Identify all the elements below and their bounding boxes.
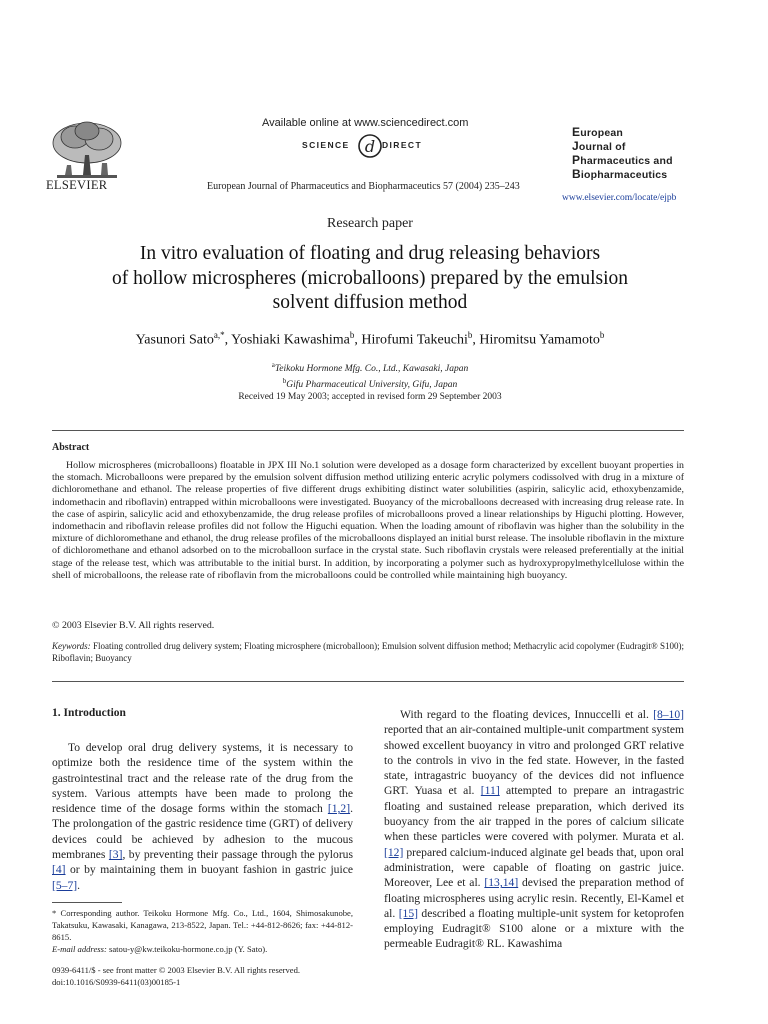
divider <box>52 681 684 682</box>
front-matter <box>52 964 300 988</box>
email-address[interactable]: satou-y@kw.teikoku-hormone.co.jp (Y. Sato). <box>108 944 268 954</box>
citation-link[interactable]: [1,2] <box>327 802 351 816</box>
doi-line: doi:10.1016/S0939-6411(03)00185-1 <box>52 977 181 987</box>
abstract-copyright: © 2003 Elsevier B.V. All rights reserved. <box>52 620 215 631</box>
journal-logo-line: European <box>572 125 624 139</box>
affiliations <box>0 359 740 391</box>
body-text: or by maintaining them in buoyant fashion in gastric juice <box>65 863 353 877</box>
keywords <box>52 641 684 664</box>
left-column-paragraph <box>52 740 353 893</box>
body-text: devised the preparation method of floating microspheres using acrylic resin. Recently, El-Kamel et al. <box>384 876 685 920</box>
citation-link[interactable]: [5–7] <box>52 878 78 892</box>
abstract-body: Hollow microspheres (microballoons) floatable in JPX III No.1 solution were developed as a dosage form characterized by excellent buoyant properties in the stomach. Microballoons were prepared by the emulsion solvent diffusion method utilizing enteric acrylic polymers codissolved with drug in a mixture of dichloromethane and ethanol. The release properties of five different drugs exhibiting distinct water solubilities (aspirin, salicylic acid, ethoxybenzamide, indomethacin and riboflavin) entrapped within microballoons were investigated. Buoyancy of the microballoons decreased with increasing drug release rate. In the case of aspirin, salicylic acid and ethoxybenzamide, the drug release profiles of microballoons proved a linear relationships by Higuchi plotting. However, indomethacin and riboflavin release profiles did not follow the Higuchi equation. When the loading amount of riboflavin was higher than the solubility in the mixture of dichloromethane and ethanol, the drug release profiles of the microballoons displayed an initial burst release. The insoluble riboflavin in the mixture of dichloromethane and ethanol adsorbed on to the microballoon surface in the crystal state. Such riboflavin crystals were released preferentially at the initial stage of the release test, which was attributable to the initial burst. In addition, by incorporating a polymer such as hydroxypropylmethylcellulose within the shell of microballoons, the release rate of riboflavin from the microballoons could be controlled while maintaining high buoyancy. <box>52 460 684 581</box>
citation-link[interactable]: [12] <box>384 845 404 859</box>
title-line: solvent diffusion method <box>272 292 468 313</box>
body-text: With regard to the floating devices, Innuccelli et al. <box>400 708 654 721</box>
issn-line: 0939-6411/$ - see front matter © 2003 Elsevier B.V. All rights reserved. <box>52 965 301 975</box>
title-line: of hollow microspheres (microballoons) prepared by the emulsion <box>111 267 629 289</box>
sciencedirect-logo-left: SCIENCE <box>302 140 350 150</box>
affiliation: $^b$Gifu Pharmaceutical University, Gifu, Japan <box>282 377 458 391</box>
body-text: To develop oral drug delivery systems, it is necessary to optimize both the residence time of the system within the gastrointestinal tract and the release rate of the drug from the system. Various attempts have been made to prolong the residence time of the dosage forms within the stomach <box>52 741 353 816</box>
available-online-text: Available online at www.sciencedirect.com <box>262 117 469 129</box>
corresponding-author-footnote: * Corresponding author. Teikoku Hormone Mfg. Co., Ltd., 1604, Shimosakunobe, Takatsuku, Kawasaki, Kanagawa, 213-8522, Japan. Tel.: +44-812-8626; fax: +44-812-8615. <box>52 908 353 942</box>
body-text: attempted to prepare an intragastric floating and sustained release preparation, which derived its buoyancy from the air trapped in the pores of calcium silicate when these particles were covered with polymer. Murata et al. <box>384 784 684 844</box>
journal-url-link[interactable]: www.elsevier.com/locate/ejpb <box>562 193 677 203</box>
body-text: . The prolongation of the gastric residence time (GRT) of delivery devices could be achieved by adhesion to the mucous membranes <box>52 802 353 862</box>
journal-logo-line: Pharmaceutics and <box>572 153 673 167</box>
author-name: Hiromitsu Yamamoto <box>479 332 600 348</box>
journal-logo-line: Journal of <box>572 139 626 153</box>
affiliation: $^a$Teikoku Hormone Mfg. Co., Ltd., Kawasaki, Japan <box>271 361 469 375</box>
citation-link[interactable]: [11] <box>480 784 500 798</box>
keywords-label: Keywords: <box>52 641 91 651</box>
citation-link[interactable]: [15] <box>398 906 419 920</box>
body-text: described a floating multiple-unit system for ketoprofen employing Eudragit® S100 alone or a mixture with the permeable Eudragit® RL. Kawashima <box>384 906 684 951</box>
sciencedirect-logo-right: DIRECT <box>382 140 423 150</box>
body-text: reported that an air-contained multiple-unit compartment system showed excellent buoyancy in vitro and prolonged GRT relative to the controls in vivo in the fed state. However, in the fasted state, intragastric buoyancy of the devices did not influence GRT. Yuasa et al. <box>384 723 684 798</box>
footnote-divider <box>52 902 122 903</box>
body-text: , by preventing their passage through the pylorus <box>122 848 353 862</box>
publisher-name: ELSEVIER <box>46 178 108 192</box>
paper-title <box>60 242 680 316</box>
author-affiliation-mark: a,* <box>213 330 225 340</box>
email-footnote <box>52 943 353 955</box>
paper-type: Research paper <box>327 216 413 231</box>
author-list: Yasunori Sato$^{a,*}$, Yoshiaki Kawashima$^b$, Hirofumi Takeuchi$^b$, Hiromitsu Yamamoto$^b$ <box>135 330 605 348</box>
author-affiliation-mark: b <box>599 330 605 340</box>
journal-logo <box>572 126 692 182</box>
body-text: . <box>77 878 81 892</box>
citation-link[interactable]: [13,14] <box>484 876 519 890</box>
citation-link[interactable]: [8–10] <box>653 708 684 721</box>
citation-link[interactable]: [3] <box>108 848 123 862</box>
author-name: Hirofumi Takeuchi <box>361 332 468 348</box>
author-name: Yasunori Sato <box>135 332 214 348</box>
journal-citation: European Journal of Pharmaceutics and Biopharmaceutics 57 (2004) 235–243 <box>207 181 520 192</box>
journal-logo-line: Biopharmaceutics <box>572 167 668 181</box>
section-heading: 1. Introduction <box>52 707 126 719</box>
title-line: In vitro evaluation of floating and drug releasing behaviors <box>139 243 601 264</box>
svg-text:d: d <box>364 137 376 156</box>
author-affiliation-mark: b <box>467 330 473 340</box>
abstract-heading: Abstract <box>52 442 90 453</box>
divider <box>52 430 684 431</box>
right-column-paragraph <box>384 707 684 952</box>
body-text: prepared calcium-induced alginate gel beads that, upon oral administration, were capable of floating on gastric juice. Moreover, Lee et al. <box>384 845 684 890</box>
keywords-list: Floating controlled drug delivery system; Floating microsphere (microballoon); Emulsion solvent diffusion method; Methacrylic acid copolymer (Eudragit® S100); Riboflavin; Buoyancy <box>52 641 685 663</box>
citation-link[interactable]: [4] <box>52 863 66 877</box>
author-affiliation-mark: b <box>349 330 355 340</box>
received-dates: Received 19 May 2003; accepted in revised form 29 September 2003 <box>238 392 502 402</box>
email-label: E-mail address: <box>52 944 107 954</box>
author-name: Yoshiaki Kawashima <box>231 332 350 348</box>
